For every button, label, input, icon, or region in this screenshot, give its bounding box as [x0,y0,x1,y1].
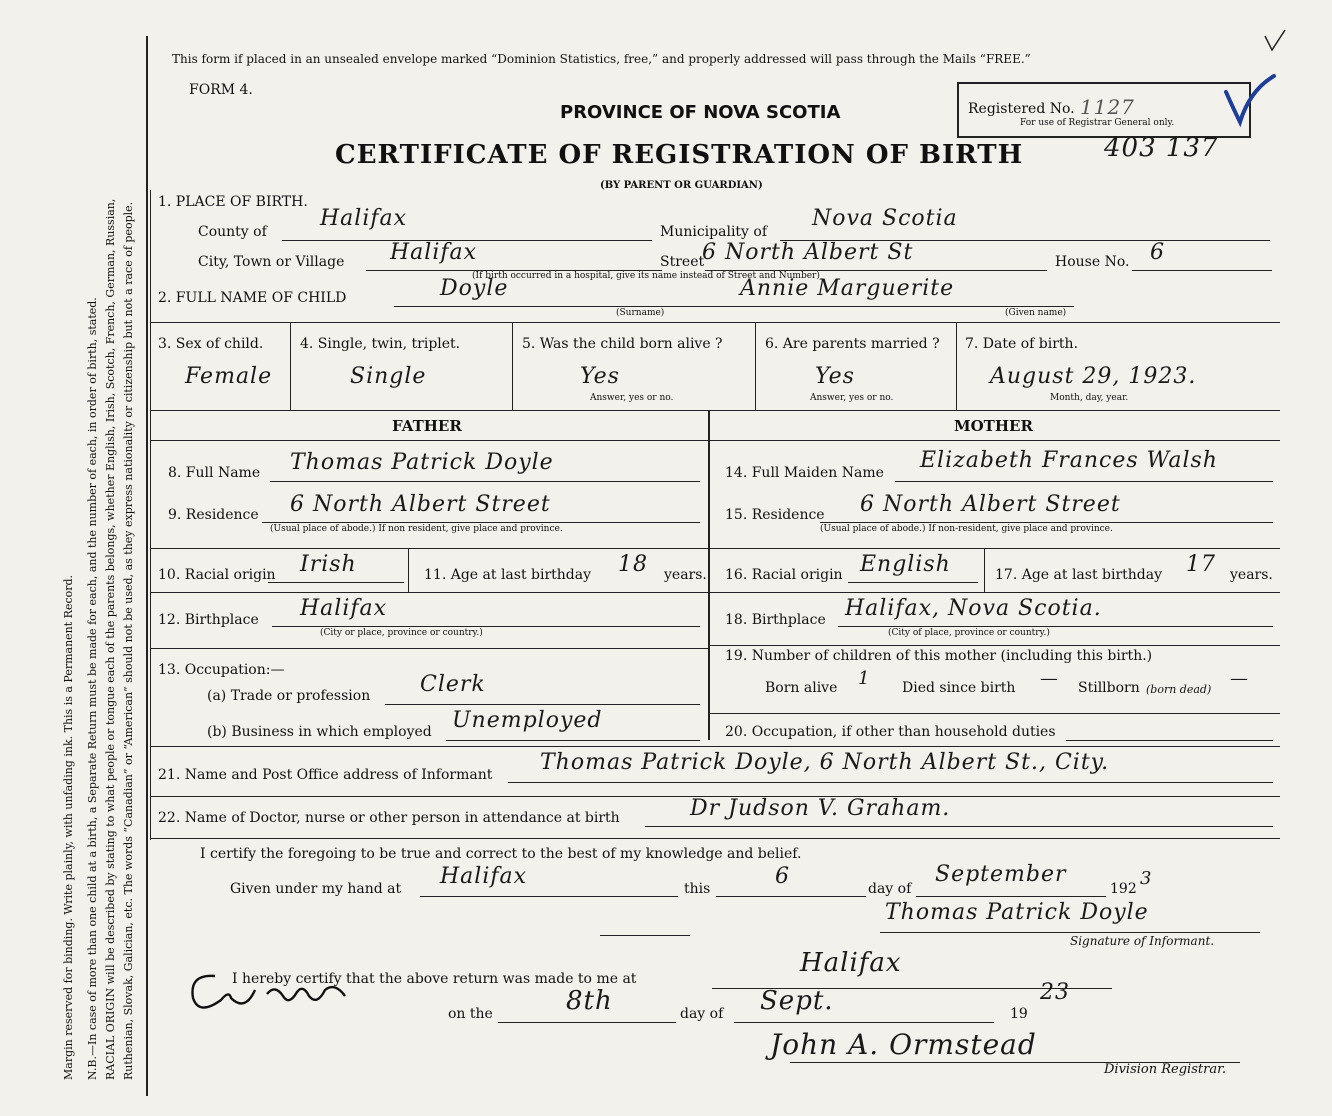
sex-label: 3. Sex of child. [158,336,264,352]
registrar-year-suffix: 23 [1040,980,1070,1005]
registrar-place: Halifax [800,948,902,978]
mother-occupation-label: 20. Occupation, if other than household duties [725,724,1056,740]
rule-doctor [150,838,1280,839]
father-name-label: 8. Full Name [168,465,261,481]
rule-mother-res [708,548,1280,549]
father-birthplace: Halifax [300,596,388,621]
married-value: Yes [815,364,855,389]
informant-line [508,782,1273,783]
given-place: Halifax [440,864,528,889]
father-age-label: 11. Age at last birthday [424,567,592,583]
doctor-line [645,826,1273,827]
father-name-line [270,481,700,482]
father-trade-line [385,704,700,705]
child-surname: Doyle [440,276,509,301]
dob-note: Month, day, year. [1050,393,1129,403]
father-business-label: (b) Business in which employed [207,724,432,740]
registrar-initials-mark [185,960,375,1020]
place-heading: 1. PLACE OF BIRTH. [158,194,308,210]
check-mark-icon [1220,70,1280,130]
rule-after-parents [150,746,1280,747]
mother-residence-line [820,522,1273,523]
mother-birthplace-note: (City of place, province or country.) [888,628,1050,638]
mother-occupation-line [1066,740,1273,741]
alive-label: 5. Was the child born alive ? [522,336,723,352]
mother-name: Elizabeth Frances Walsh [920,448,1218,473]
sex-value: Female [185,364,273,389]
doctor-value: Dr Judson V. Graham. [690,796,951,821]
mother-name-label: 14. Full Maiden Name [725,465,884,481]
rule-after-row3 [150,410,1280,411]
father-racial-divider [408,548,409,592]
married-note: Answer, yes or no. [810,393,894,403]
certify-text: I certify the foregoing to be true and correct to the best of my knowledge and belief. [200,846,802,862]
alive-note: Answer, yes or no. [590,393,674,403]
father-birthplace-line [272,626,700,627]
registrar-text: I hereby certify that the above return was made to me at [232,971,637,987]
county-label: County of [198,224,267,240]
given-label: Given under my hand at [230,881,402,897]
father-residence: 6 North Albert Street [290,492,551,517]
died-value: — [1040,668,1059,689]
married-label: 6. Are parents married ? [765,336,940,352]
handwritten-number: 403 137 [1104,133,1219,163]
form-number: FORM 4. [189,82,253,98]
margin-nb-note: N.B.—In case of more than one child at a birth, a Separate Return must be made for each, and the number of each, in order of birth, stated. [86,297,99,1080]
born-alive-label: Born alive [765,680,838,696]
this-label: this [684,881,711,897]
stillborn-note: (born dead) [1146,683,1212,696]
registered-number: 1127 [1080,95,1135,119]
single-value: Single [350,364,427,389]
mother-birthplace-label: 18. Birthplace [725,612,826,628]
registered-label: Registered No. [968,101,1075,117]
certify-year-suffix: 3 [1140,868,1153,889]
father-birthplace-note: (City or place, province or country.) [320,628,483,638]
registrar-use-note: For use of Registrar General only. [1020,118,1175,128]
registrar-signature: John A. Ormstead [770,1028,1037,1061]
father-residence-line [262,522,700,523]
single-label: 4. Single, twin, triplet. [300,336,461,352]
father-racial: Irish [300,552,357,577]
mother-age: 17 [1186,552,1216,577]
born-alive-value: 1 [858,668,871,689]
father-years: years. [664,567,707,583]
registrar-day-of: day of [680,1006,724,1022]
died-label: Died since birth [902,680,1016,696]
mother-name-line [895,481,1273,482]
informant-signature-label: Signature of Informant. [1070,934,1215,948]
father-birthplace-label: 12. Birthplace [158,612,259,628]
mother-racial-line [848,582,978,583]
registrar-month: Sept. [760,986,834,1016]
father-residence-label: 9. Residence [168,507,259,523]
parents-divider [708,410,710,740]
street-label: Street [660,254,705,270]
father-business-line [446,740,700,741]
small-check-icon [1262,28,1288,54]
mother-years: years. [1230,567,1273,583]
informant-value: Thomas Patrick Doyle, 6 North Albert St., City. [540,750,1110,775]
informant-signature-line [880,932,1260,933]
rule-after-name [150,322,1280,323]
registrar-year-prefix: 19 [1010,1006,1028,1022]
given-name-note: (Given name) [1005,308,1067,318]
father-heading: FATHER [392,417,462,435]
house-line [1132,270,1272,271]
stillborn-value: — [1230,668,1249,689]
mother-racial-label: 16. Racial origin [725,567,843,583]
doctor-label: 22. Name of Doctor, nurse or other person in attendance at birth [158,810,620,826]
margin-racial-note-1: RACIAL ORIGIN will be described by stating to what people or tongue each of the parents belongs, whether English, Irish, Scotch, French, German, Russian, [104,198,117,1080]
municipality-value: Nova Scotia [812,206,958,231]
cell-divider-3 [755,322,756,410]
certify-month-line [916,896,1106,897]
rule-father-age [150,592,708,593]
postal-notice: This form if placed in an unsealed envelope marked “Dominion Statistics, free,” and properly addressed will pass through the Mails “FREE.” [172,52,1031,66]
mother-residence-note: (Usual place of abode.) If non-resident, give place and province. [820,524,1113,534]
father-racial-line [268,582,404,583]
city-value: Halifax [390,240,478,265]
mother-heading: MOTHER [954,417,1033,435]
rule-mother-bp [708,645,1280,646]
certify-month: September [935,862,1067,887]
child-given-name: Annie Marguerite [740,276,955,301]
father-trade: Clerk [420,672,486,697]
hospital-note: (If birth occurred in a hospital, give its name instead of Street and Number) [472,271,820,281]
mother-residence-label: 15. Residence [725,507,825,523]
mother-residence: 6 North Albert Street [860,492,1121,517]
street-value: 6 North Albert St [702,240,914,265]
house-value: 6 [1150,240,1165,265]
surname-note: (Surname) [616,308,665,318]
father-name: Thomas Patrick Doyle [290,450,554,475]
certify-day-of: day of [868,881,912,897]
certificate-subtitle: (BY PARENT OR GUARDIAN) [600,180,763,191]
rule-mother-age [708,592,1280,593]
mother-racial-divider [984,548,985,592]
child-name-label: 2. FULL NAME OF CHILD [158,290,347,306]
registrar-day-line [498,1022,676,1023]
form-left-rule [150,190,151,840]
registrar-signature-label: Division Registrar. [1104,1062,1226,1077]
rule-parents-heading [150,440,1280,441]
father-racial-label: 10. Racial origin [158,567,276,583]
margin-binding-note: Margin reserved for binding. Write plainly, with unfading ink. This is a Permanent Record. [62,574,75,1080]
cell-divider-2 [512,322,513,410]
alive-value: Yes [580,364,620,389]
mother-children-label: 19. Number of children of this mother (including this birth.) [725,648,1153,664]
signature-stub-line [600,935,690,936]
father-occupation-label: 13. Occupation:— [158,662,285,678]
registrar-on-the: on the [448,1006,493,1022]
dob-value: August 29, 1923. [990,364,1197,389]
child-name-line [394,306,1074,307]
province-heading: PROVINCE OF NOVA SCOTIA [560,102,841,123]
mother-age-label: 17. Age at last birthday [995,567,1163,583]
stillborn-label: Stillborn [1078,680,1140,696]
county-value: Halifax [320,206,408,231]
registrar-day: 8th [566,986,613,1016]
mother-birthplace: Halifax, Nova Scotia. [845,596,1102,621]
cell-divider-4 [956,322,957,410]
dob-label: 7. Date of birth. [965,336,1079,352]
house-label: House No. [1055,254,1130,270]
father-business: Unemployed [452,708,603,733]
mother-racial: English [860,552,951,577]
city-label: City, Town or Village [198,254,345,270]
father-age: 18 [618,552,648,577]
margin-rule [146,36,148,1096]
certificate-title: CERTIFICATE OF REGISTRATION OF BIRTH [335,140,1024,170]
rule-mother-children [708,713,1280,714]
rule-father-res [150,548,708,549]
certify-day: 6 [775,864,790,889]
registrar-month-line [734,1022,994,1023]
rule-father-bp [150,648,708,649]
informant-signature: Thomas Patrick Doyle [885,900,1149,925]
father-trade-label: (a) Trade or profession [207,688,371,704]
informant-label: 21. Name and Post Office address of Informant [158,767,493,783]
margin-racial-note-2: Ruthenian, Slovak, Galician, etc. The words “Canadian” or “American” should not be used, as they express nationality or citizenship but not a race of people. [122,201,135,1080]
given-place-line [420,896,678,897]
certify-year-prefix: 192 [1110,881,1137,897]
certify-day-line [716,896,866,897]
cell-divider-1 [290,322,291,410]
mother-birthplace-line [838,626,1273,627]
municipality-label: Municipality of [660,224,768,240]
father-residence-note: (Usual place of abode.) If non resident, give place and province. [270,524,563,534]
